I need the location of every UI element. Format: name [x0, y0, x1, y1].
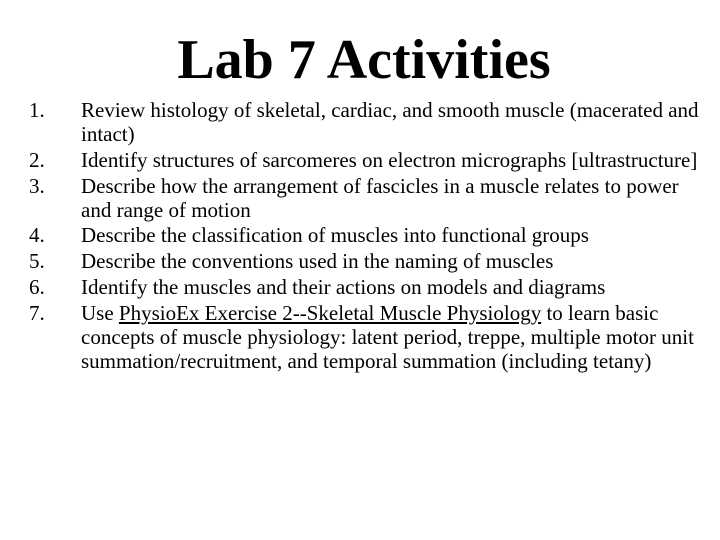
list-item	[29, 98, 709, 146]
item-text: Describe the conventions used in the naming of muscles	[81, 249, 554, 274]
item-number: 2.	[29, 147, 45, 172]
item-text: Describe how the arrangement of fascicles in a muscle relates to power and range of motion	[81, 173, 679, 222]
item-number: 5.	[29, 249, 45, 274]
item-text	[81, 301, 709, 373]
list-item	[29, 301, 709, 373]
list-item	[29, 174, 709, 222]
item-number: 6.	[29, 274, 45, 299]
slide-title: Lab 7 Activities	[177, 29, 551, 91]
list-item	[29, 275, 709, 299]
item-number: 7.	[29, 300, 45, 325]
list-item	[29, 249, 709, 273]
item-number: 3.	[29, 173, 45, 198]
list-item	[29, 148, 709, 172]
item-number: 1.	[29, 98, 45, 122]
item-text-before: Use	[81, 300, 119, 325]
item-text: Identify structures of sarcomeres on electron micrographs [ultrastructure]	[81, 147, 698, 172]
activity-list	[29, 98, 709, 375]
item-text: Describe the classification of muscles into functional groups	[81, 223, 589, 248]
item-text: Review histology of skeletal, cardiac, and smooth muscle (macerated and intact)	[81, 98, 699, 146]
item-text: Identify the muscles and their actions on models and diagrams	[81, 274, 606, 299]
item-text-after: to learn basic concepts of muscle physiology: latent period, treppe, multiple motor unit summation/recruitment, and temporal summation (including tetany)	[81, 300, 694, 373]
item-number: 4.	[29, 223, 45, 248]
physioex-exercise-link[interactable]: PhysioEx Exercise 2--Skeletal Muscle Physiology	[118, 300, 542, 325]
list-item	[29, 223, 709, 247]
